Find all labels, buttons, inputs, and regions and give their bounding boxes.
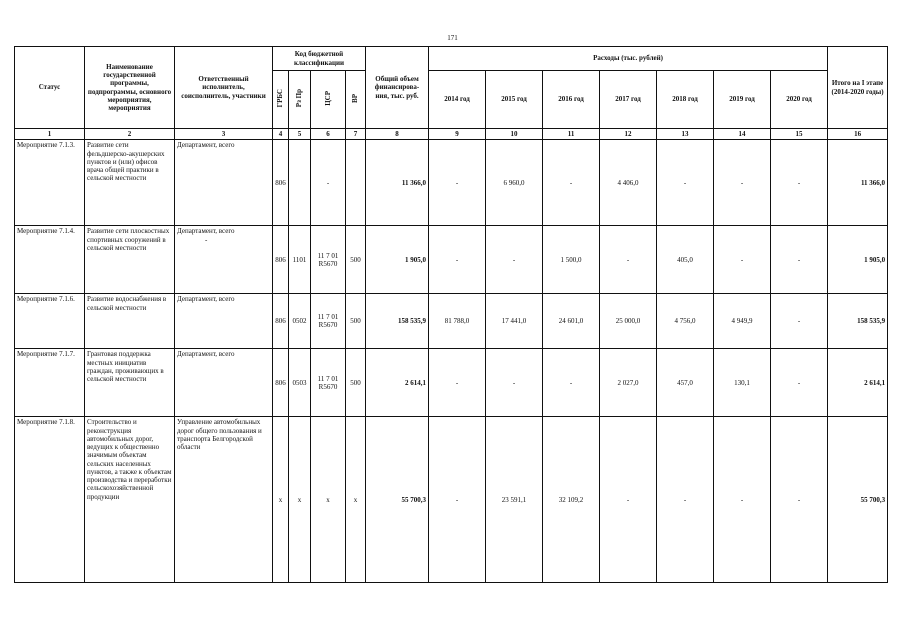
row-total: 2 614,1 [366, 349, 429, 417]
row-total: 158 535,9 [366, 294, 429, 349]
row-year-value: 2 027,0 [600, 349, 657, 417]
row-responsible: Департамент, всего [175, 294, 273, 349]
column-number: 5 [289, 129, 311, 140]
column-number: 3 [175, 129, 273, 140]
row-year-value: 4 406,0 [600, 140, 657, 226]
table-row [15, 349, 888, 417]
header-rzpr: Рз Пр [289, 71, 311, 129]
row-year-value: 6 960,0 [486, 140, 543, 226]
row-status: Мероприятие 7.1.7. [15, 349, 85, 417]
row-vr: 500 [346, 294, 366, 349]
row-year-value: - [771, 226, 828, 294]
row-year-value: - [771, 417, 828, 583]
header-vr: ВР [346, 71, 366, 129]
column-number: 15 [771, 129, 828, 140]
column-number: 8 [366, 129, 429, 140]
row-year-value: 23 591,1 [486, 417, 543, 583]
header-grbs: ГРБС [273, 71, 289, 129]
header-total-volume: Общий объем финансирова-ния, тыс. руб. [366, 47, 429, 129]
row-year-value: 405,0 [657, 226, 714, 294]
budget-table [14, 46, 888, 583]
row-year-value: 130,1 [714, 349, 771, 417]
header-responsible: Ответственный исполнитель, соисполнитель, участники [175, 47, 273, 129]
row-year-value: 457,0 [657, 349, 714, 417]
row-stage-total: 55 700,3 [828, 417, 888, 583]
column-number: 16 [828, 129, 888, 140]
row-year-value: - [429, 226, 486, 294]
row-stage-total: 2 614,1 [828, 349, 888, 417]
column-number: 4 [273, 129, 289, 140]
column-number: 10 [486, 129, 543, 140]
row-year-value: - [657, 140, 714, 226]
table-row [15, 294, 888, 349]
column-number: 14 [714, 129, 771, 140]
column-number: 7 [346, 129, 366, 140]
row-vr [346, 140, 366, 226]
header-budget-code: Код бюджетной классификации [273, 47, 366, 71]
row-grbs: 806 [273, 140, 289, 226]
header-csr: ЦСР [311, 71, 346, 129]
row-name: Развитие сети фельдшерско-акушерских пунктов и (или) офисов врача общей практики в сельской местности [85, 140, 175, 226]
row-year-value: 17 441,0 [486, 294, 543, 349]
header-year-2019: 2019 год [714, 71, 771, 129]
row-rzpr: 1101 [289, 226, 311, 294]
row-status: Мероприятие 7.1.4. [15, 226, 85, 294]
row-vr: 500 [346, 349, 366, 417]
column-number: 1 [15, 129, 85, 140]
row-grbs: 806 [273, 226, 289, 294]
row-year-value: - [714, 140, 771, 226]
row-year-value: - [600, 226, 657, 294]
header-year-2015: 2015 год [486, 71, 543, 129]
row-status: Мероприятие 7.1.8. [15, 417, 85, 583]
page-number: 171 [447, 34, 458, 42]
row-rzpr: x [289, 417, 311, 583]
row-year-value: - [657, 417, 714, 583]
row-vr: 500 [346, 226, 366, 294]
column-number: 13 [657, 129, 714, 140]
header-year-2014: 2014 год [429, 71, 486, 129]
column-number: 12 [600, 129, 657, 140]
header-year-2017: 2017 год [600, 71, 657, 129]
row-vr: x [346, 417, 366, 583]
header-year-2020: 2020 год [771, 71, 828, 129]
column-number: 6 [311, 129, 346, 140]
column-number: 9 [429, 129, 486, 140]
row-responsible: Управление автомобильных дорог общего пользования и транспорта Белгородской области [175, 417, 273, 583]
row-year-value: 81 788,0 [429, 294, 486, 349]
row-year-value: - [771, 140, 828, 226]
row-year-value: - [771, 294, 828, 349]
row-year-value: - [771, 349, 828, 417]
header-stage-total: Итого на I этапе (2014-2020 годы) [828, 47, 888, 129]
row-name: Грантовая поддержка местных инициатив граждан, проживающих в сельской местности [85, 349, 175, 417]
row-grbs: 806 [273, 349, 289, 417]
row-stage-total: 158 535,9 [828, 294, 888, 349]
row-csr: 11 7 01 R5670 [311, 226, 346, 294]
table-row [15, 417, 888, 583]
row-year-value: - [714, 226, 771, 294]
header-program-name: Наименование государственной программы, подпрограммы, основного мероприятия, мероприятия [85, 47, 175, 129]
row-year-value: 25 000,0 [600, 294, 657, 349]
row-status: Мероприятие 7.1.6. [15, 294, 85, 349]
row-csr: 11 7 01 R5670 [311, 294, 346, 349]
row-stage-total: 1 905,0 [828, 226, 888, 294]
row-rzpr: 0503 [289, 349, 311, 417]
row-year-value: 4 756,0 [657, 294, 714, 349]
table-row [15, 226, 888, 294]
row-year-value: 32 109,2 [543, 417, 600, 583]
row-csr: x [311, 417, 346, 583]
row-year-value: 24 601,0 [543, 294, 600, 349]
row-rzpr: 0502 [289, 294, 311, 349]
row-year-value: - [714, 417, 771, 583]
row-stage-total: 11 366,0 [828, 140, 888, 226]
row-year-value: - [429, 417, 486, 583]
header-status: Статус [15, 47, 85, 129]
row-year-value: 1 500,0 [543, 226, 600, 294]
column-number: 11 [543, 129, 600, 140]
row-grbs: 806 [273, 294, 289, 349]
row-responsible: Департамент, всего [175, 349, 273, 417]
row-csr: 11 7 01 R5670 [311, 349, 346, 417]
row-grbs: x [273, 417, 289, 583]
row-rzpr [289, 140, 311, 226]
header-year-2018: 2018 год [657, 71, 714, 129]
row-status: Мероприятие 7.1.3. [15, 140, 85, 226]
row-year-value: - [543, 349, 600, 417]
row-year-value: - [486, 226, 543, 294]
table-row [15, 140, 888, 226]
row-total: 11 366,0 [366, 140, 429, 226]
header-year-2016: 2016 год [543, 71, 600, 129]
row-name: Строительство и реконструкция автомобильных дорог, ведущих к общественно значимым объектам сельских населенных пунктов, а также к объектам производства и переработки сельскохозяйственной продукции [85, 417, 175, 583]
header-expenses: Расходы (тыс. рублей) [429, 47, 828, 71]
row-year-value: 4 949,9 [714, 294, 771, 349]
row-name: Развитие сети плоскостных спортивных сооружений в сельской местности [85, 226, 175, 294]
row-name: Развитие водоснабжения в сельской местности [85, 294, 175, 349]
row-year-value: - [429, 349, 486, 417]
row-total: 1 905,0 [366, 226, 429, 294]
row-total: 55 700,3 [366, 417, 429, 583]
row-responsible: Департамент, всего - [175, 226, 273, 294]
row-year-value: - [543, 140, 600, 226]
row-responsible: Департамент, всего [175, 140, 273, 226]
row-csr: - [311, 140, 346, 226]
column-number: 2 [85, 129, 175, 140]
row-year-value: - [600, 417, 657, 583]
row-year-value: - [486, 349, 543, 417]
row-year-value: - [429, 140, 486, 226]
column-number-row [15, 129, 888, 140]
